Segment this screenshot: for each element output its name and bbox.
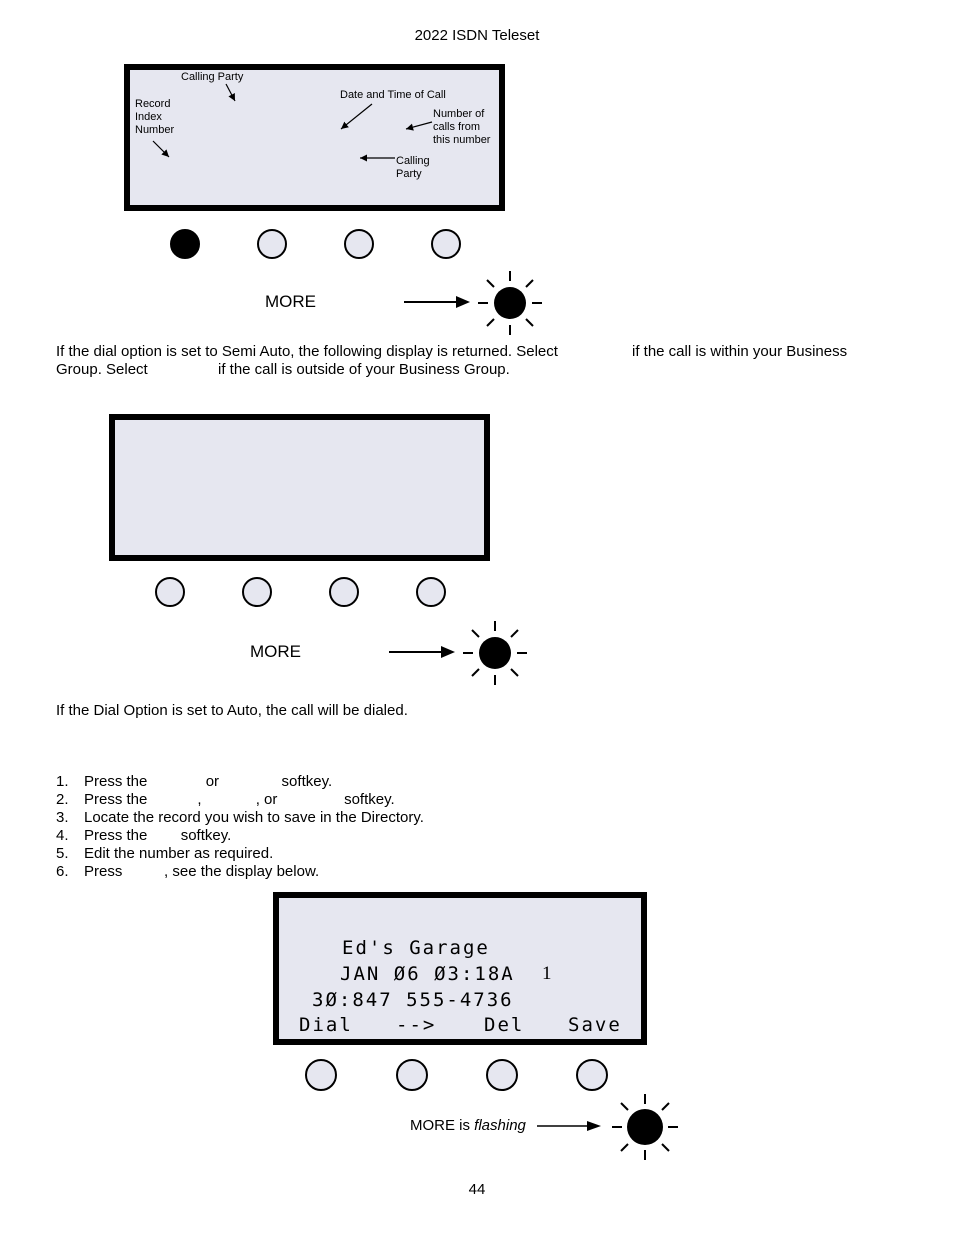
- more-label-1: MORE: [265, 292, 316, 311]
- softkey-3[interactable]: [344, 229, 374, 259]
- annotation-arrows: [0, 0, 954, 300]
- softkey-next[interactable]: [396, 1059, 428, 1091]
- softkey-1[interactable]: [170, 229, 200, 259]
- softkey-4[interactable]: [431, 229, 461, 259]
- lcd-line-number: 3Ø:847 555-4736: [312, 989, 514, 1011]
- annotation-calling-party-bottom: Calling Party: [396, 155, 430, 180]
- lcd-display-3: [273, 892, 647, 1045]
- annotation-record-index: Record Index Number: [135, 98, 175, 136]
- para-line2-b: if the call is outside of your Business Group.: [218, 361, 510, 378]
- lcd-softkey-next: -->: [396, 1014, 437, 1036]
- para-line1-a: If the dial option is set to Semi Auto, the following display is returned. Select: [56, 343, 558, 360]
- more-key-light-icon-2[interactable]: [461, 619, 529, 687]
- lcd-softkey-save: Save: [568, 1014, 622, 1036]
- lcd-line-count: 1: [542, 963, 554, 984]
- softkey-save[interactable]: [576, 1059, 608, 1091]
- softkey-dial[interactable]: [305, 1059, 337, 1091]
- softkey-2-2[interactable]: [242, 577, 272, 607]
- lcd-softkey-dial: Dial: [299, 1014, 353, 1036]
- more-arrow-2: [385, 642, 465, 662]
- softkey-del[interactable]: [486, 1059, 518, 1091]
- more-flashing-label: MORE is flashing: [410, 1117, 526, 1134]
- semi-auto-paragraph: [56, 343, 916, 379]
- more-label-2: MORE: [250, 642, 301, 661]
- annotation-date-time: Date and Time of Call: [340, 89, 446, 101]
- lcd-display-2: [109, 414, 490, 561]
- lcd-line-name: Ed's Garage: [342, 937, 490, 959]
- annotation-calling-party-top: Calling Party: [181, 71, 244, 83]
- para-line2-a: Group. Select: [56, 361, 148, 378]
- para-line1-b: if the call is within your Business: [632, 343, 848, 360]
- softkey-2-1[interactable]: [155, 577, 185, 607]
- more-key-light-icon-3[interactable]: [610, 1092, 680, 1162]
- lcd-softkey-del: Del: [484, 1014, 525, 1036]
- annotation-number-of-calls: Number of calls from this number: [433, 108, 491, 146]
- page-header: 2022 ISDN Teleset: [414, 27, 540, 44]
- softkey-2[interactable]: [257, 229, 287, 259]
- more-key-light-icon-1[interactable]: [476, 269, 544, 337]
- softkey-2-4[interactable]: [416, 577, 446, 607]
- more-arrow-1: [400, 292, 480, 312]
- softkey-2-3[interactable]: [329, 577, 359, 607]
- more-arrow-3: [535, 1116, 615, 1136]
- auto-dial-paragraph: If the Dial Option is set to Auto, the call will be dialed.: [56, 702, 408, 719]
- page-number: 44: [468, 1181, 486, 1198]
- lcd-line-date: JAN Ø6 Ø3:18A: [340, 963, 515, 985]
